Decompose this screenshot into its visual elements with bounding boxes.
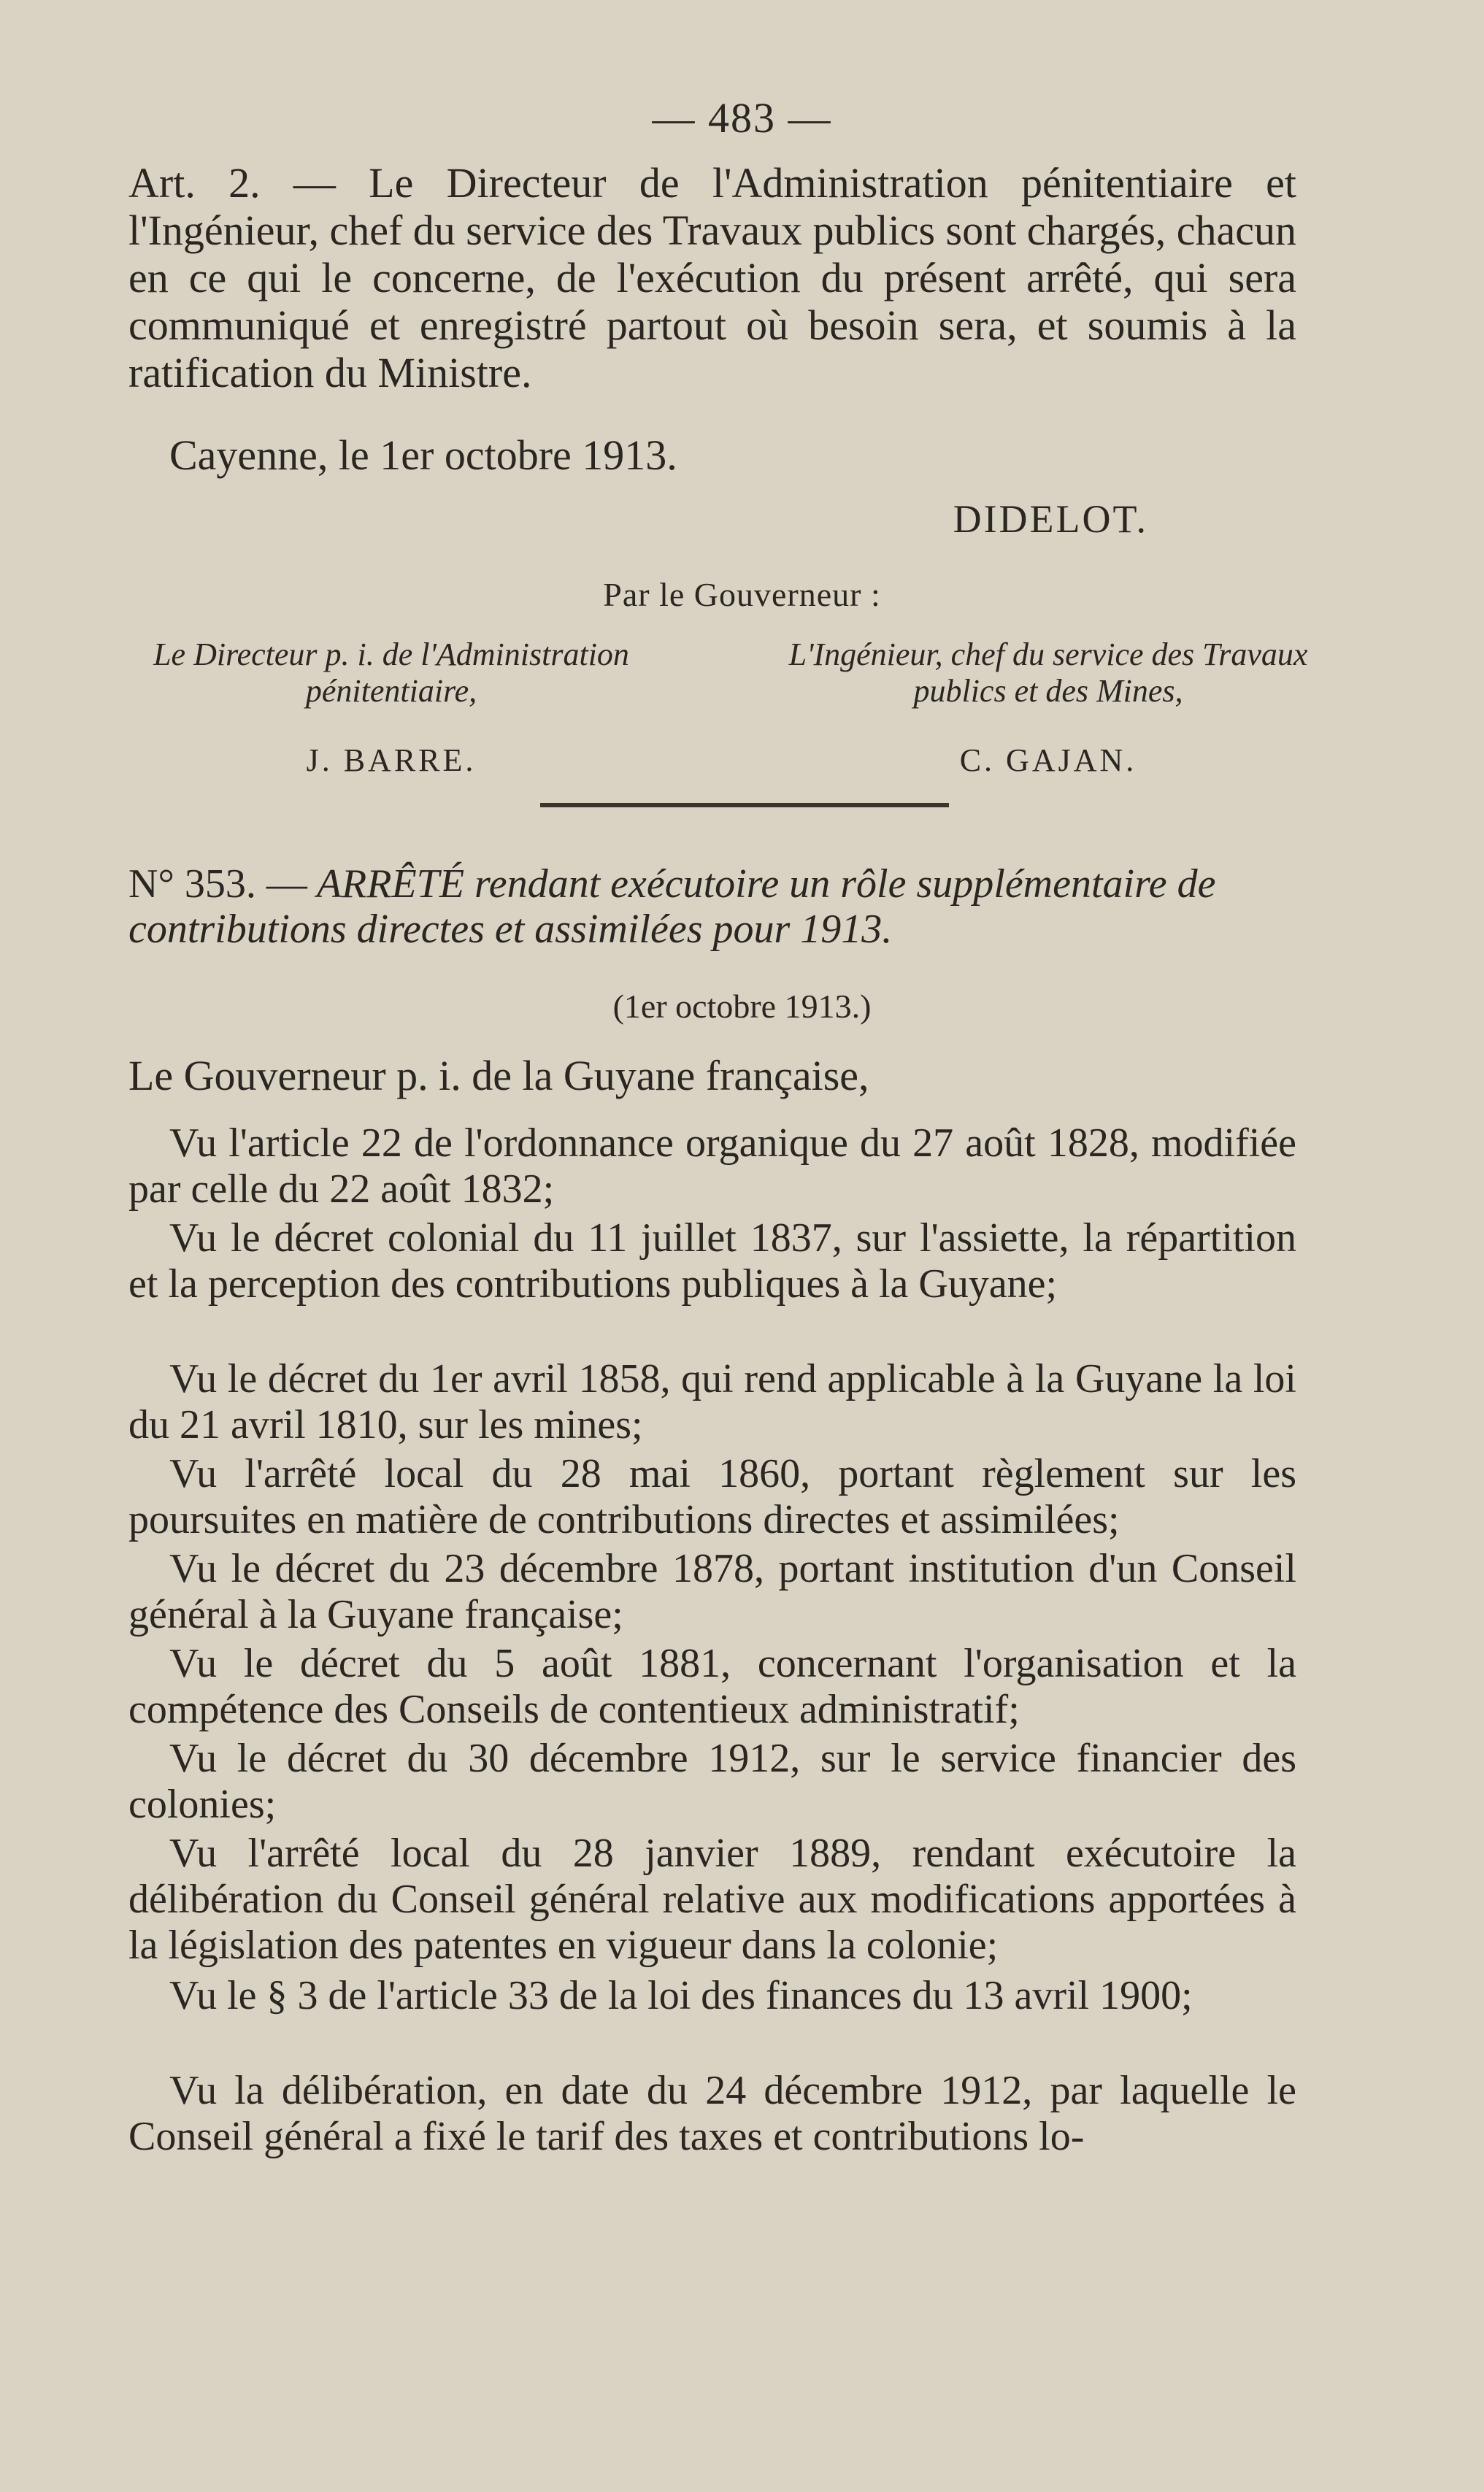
vu-clause: Vu la délibération, en date du 24 décembre 1912, par laquelle le Conseil général a fixé le tarif des taxes et contributions lo- xyxy=(128,2068,1296,2159)
section-divider xyxy=(540,803,949,807)
decree-heading xyxy=(128,861,1333,952)
vu-clause: Vu le § 3 de l'article 33 de la loi des finances du 13 avril 1900; xyxy=(169,1973,1193,2018)
vu-clause: Vu le décret colonial du 11 juillet 1837, sur l'assiette, la répartition et la perception des contributions publiques à la Guyane; xyxy=(128,1215,1296,1307)
vu-clause: Vu le décret du 30 décembre 1912, sur le service financier des colonies; xyxy=(128,1736,1296,1827)
decree-number: N° 353. — xyxy=(128,861,307,907)
governor-line: Le Gouverneur p. i. de la Guyane française, xyxy=(128,1052,869,1099)
byline: Par le Gouverneur : xyxy=(603,576,881,613)
vu-clause: Vu l'arrêté local du 28 janvier 1889, rendant exécutoire la délibération du Conseil général relative aux modifications apportées à la législation des patentes en vigueur dans la colonie; xyxy=(128,1831,1296,1968)
vu-clause: Vu l'arrêté local du 28 mai 1860, portant règlement sur les poursuites en matière de contributions directes et assimilées; xyxy=(128,1451,1296,1542)
place-date: Cayenne, le 1er octobre 1913. xyxy=(169,431,677,479)
decree-title: ARRÊTÉ rendant exécutoire un rôle supplémentaire de contributions directes et assimilées pour 1913. xyxy=(128,861,1216,952)
page-number: — 483 — xyxy=(652,94,832,142)
governor-signature: DIDELOT. xyxy=(953,497,1148,541)
vu-clause: Vu le décret du 1er avril 1858, qui rend applicable à la Guyane la loi du 21 avril 1810, sur les mines; xyxy=(128,1356,1296,1447)
right-signatory-title: L'Ingénieur, chef du service des Travaux publics et des Mines, xyxy=(788,637,1308,709)
article-2-paragraph: Art. 2. — Le Directeur de l'Administration pénitentiaire et l'Ingénieur, chef du service des Travaux publics sont chargés, chacun en ce qui le concerne, de l'exécution du présent arrêté, qui sera communiqué et enregistré partout où besoin sera, et soumis à la ratification du Ministre. xyxy=(128,159,1296,396)
vu-clause: Vu le décret du 23 décembre 1878, portant institution d'un Conseil général à la Guyane française; xyxy=(128,1546,1296,1637)
left-signatory-title: Le Directeur p. i. de l'Administration pénitentiaire, xyxy=(153,637,629,709)
vu-clause: Vu le décret du 5 août 1881, concernant l'organisation et la compétence des Conseils de contentieux administratif; xyxy=(128,1641,1296,1732)
decree-date: (1er octobre 1913.) xyxy=(612,988,872,1025)
right-signatory-name: C. GAJAN. xyxy=(959,742,1137,778)
left-signatory-name: J. BARRE. xyxy=(306,742,477,778)
vu-clause: Vu l'article 22 de l'ordonnance organique du 27 août 1828, modifiée par celle du 22 août 1832; xyxy=(128,1120,1296,1212)
